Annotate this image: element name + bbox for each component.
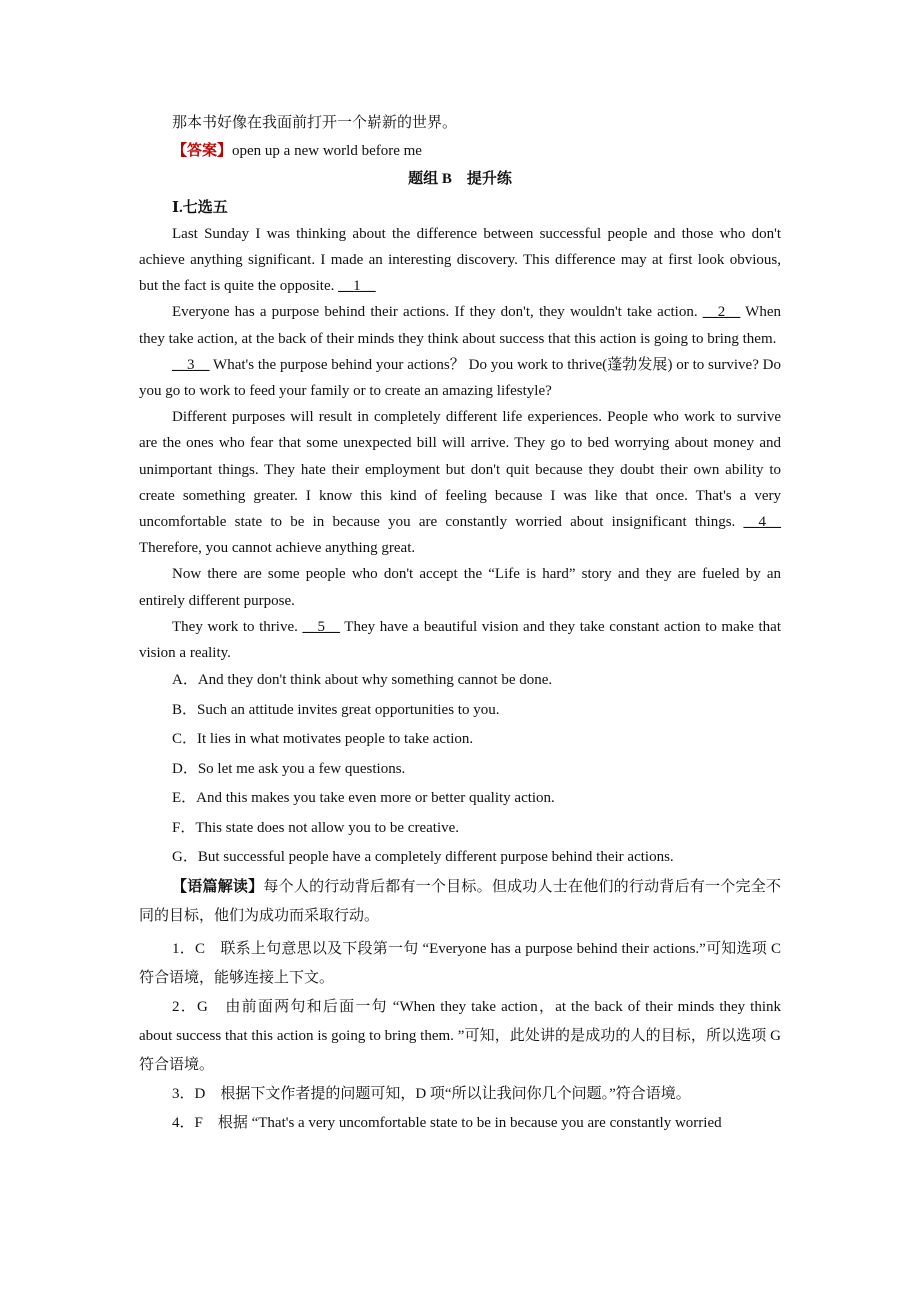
option-f: F．This state does not allow you to be creative. (172, 819, 460, 836)
option-b: B．Such an attitude invites great opportunities to you. (172, 701, 500, 718)
option-a: A．And they don't think about why something cannot be done. (172, 672, 553, 689)
passage-paragraph-6: They work to thrive. __5__ They have a beautiful vision and they take constant action to make that vision a reality. (139, 618, 781, 662)
explanation-3: 3．D 根据下文作者提的问题可知，D 项“所以让我问你几个问题。”符合语境。 (172, 1085, 691, 1102)
blank-4: __4__ (743, 514, 781, 531)
section-title: 题组 B 提升练 (408, 171, 512, 188)
passage-analysis (139, 873, 781, 931)
passage-paragraph-1: Last Sunday I was thinking about the difference between successful people and those who don't achieve anything significant. I made an interesting discovery. This difference may at first look obvious, but the fact is quite the opposite. __1__ (139, 225, 781, 295)
explanation-4: 4．F 根据 “That's a very uncomfortable state to be in because you are constantly worried (172, 1114, 722, 1131)
passage-paragraph-3: __3__ What's the purpose behind your actions？ Do you work to thrive(蓬勃发展) or to survive? Do you go to work to feed your family or to create an amazing lifestyle? (139, 356, 781, 400)
passage-paragraph-2: Everyone has a purpose behind their actions. If they don't, they wouldn't take action. __2__ When they take action, at the back of their minds they think about success that this action is going to bring them. (139, 304, 781, 347)
answer-text: open up a new world before me (232, 143, 422, 160)
translation-sentence: 那本书好像在我面前打开一个崭新的世界。 (172, 115, 458, 131)
answer-line (139, 138, 781, 164)
option-c: C．It lies in what motivates people to take action. (172, 731, 474, 748)
analysis-text: 每个人的行动背后都有一个目标。但成功人士在他们的行动背后有一个完全不同的目标，他们为成功而采取行动。 (139, 878, 781, 924)
option-d: D．So let me ask you a few questions. (172, 760, 406, 777)
section-subtitle: Ⅰ.七选五 (172, 199, 228, 216)
blank-5: __5__ (302, 618, 340, 635)
blank-2: __2__ (702, 304, 741, 321)
document-content (139, 110, 781, 1138)
option-g: G．But successful people have a completely different purpose behind their actions. (172, 849, 674, 866)
passage-paragraph-4: Different purposes will result in completely different life experiences. People who work to survive are the ones who fear that some unexpected bill will arrive. They go to bed worrying about money and unimportant things. They hate their employment but don't quit because they doubt their own ability to create something greater. I know this kind of feeling because I was like that once. That's a very uncomfortable state to be in because you are constantly worried about insignificant things. __4__ Therefore, you cannot achieve anything great. (139, 409, 781, 557)
explanation-1: 1．C 联系上句意思以及下段第一句 “Everyone has a purpose behind their actions.”可知选项 C 符合语境，能够连接上下文。 (139, 940, 781, 986)
option-e: E．And this makes you take even more or better quality action. (172, 790, 555, 807)
analysis-tag: 【语篇解读】 (172, 878, 264, 895)
passage-paragraph-5: Now there are some people who don't accept the “Life is hard” story and they are fueled by an entirely different purpose. (139, 566, 781, 609)
answer-tag: 【答案】 (172, 143, 233, 160)
explanation-2: 2．G 由前面两句和后面一句 “When they take action，at the back of their minds they think about success that this action is going to bring them. ”可知，此处讲的是成功的人的目标，所以选项 G 符合语境。 (139, 998, 781, 1073)
blank-3: __3__ (172, 356, 210, 373)
blank-1: __1__ (338, 278, 376, 295)
